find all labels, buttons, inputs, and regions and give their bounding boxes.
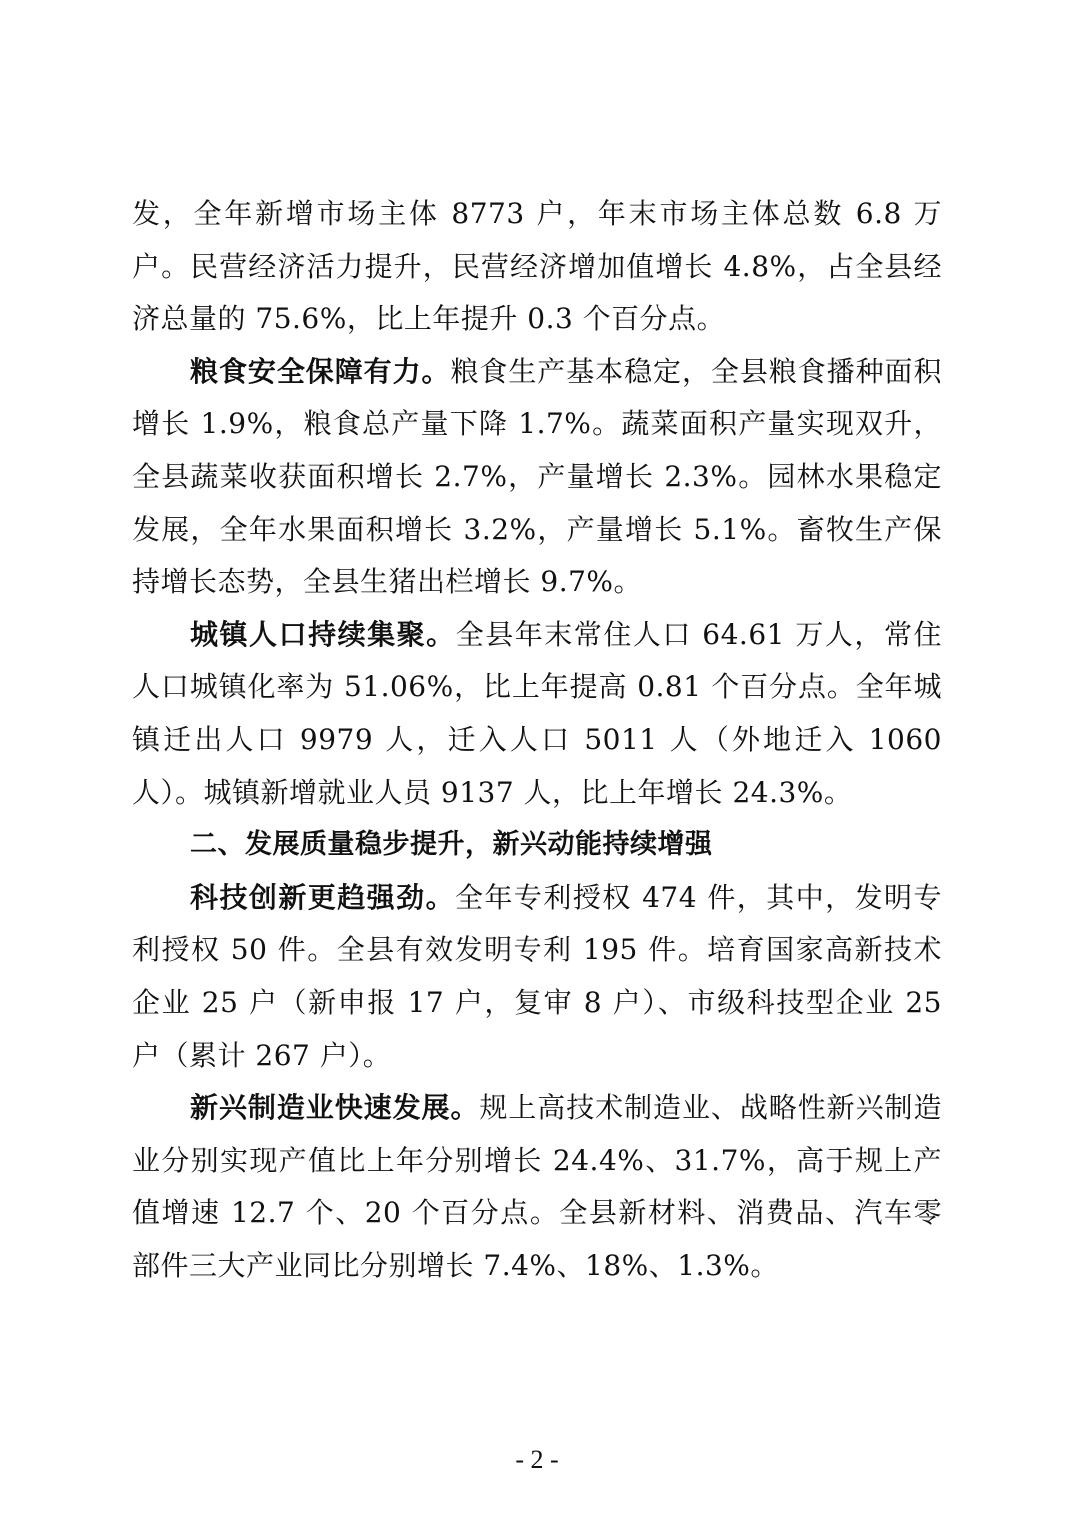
- paragraph-lead: 粮食安全保障有力。: [190, 354, 451, 388]
- paragraph-lead: 新兴制造业快速发展。: [190, 1091, 480, 1125]
- paragraph-lead: 科技创新更趋强劲。: [190, 880, 456, 914]
- paragraph-text: 规上高技术制造业、战略性新兴制造业分别实现产值比上年分别增长 24.4%、31.7%，高于规上产值增速 12.7 个、20 个百分点。全县新材料、消费品、汽车零部件三大产业同比分别增长 7.4%、18%、1.3%。: [132, 1091, 942, 1282]
- paragraph-lead: 城镇人口持续集聚。: [190, 617, 456, 651]
- paragraph-emerging-manufacturing: [132, 1082, 942, 1292]
- paragraph-text: 发，全年新增市场主体 8773 户，年末市场主体总数 6.8 万户。民营经济活力提升，民营经济增加值增长 4.8%，占全县经济总量的 75.6%，比上年提升 0.3 个百分点。: [132, 197, 942, 336]
- paragraph-market-entities: [132, 188, 942, 346]
- paragraph-text: 粮食生产基本稳定，全县粮食播种面积增长 1.9%，粮食总产量下降 1.7%。蔬菜面积产量实现双升，全县蔬菜收获面积增长 2.7%，产量增长 2.3%。园林水果稳定发展，全年水果面积增长 3.2%，产量增长 5.1%。畜牧生产保持增长态势，全县生猪出栏增长 9.7%。: [132, 354, 942, 599]
- paragraph-urban-population: [132, 609, 942, 819]
- paragraph-tech-innovation: [132, 872, 942, 1082]
- section-heading: 二、发展质量稳步提升，新兴动能持续增强: [190, 829, 713, 861]
- paragraph-text: 全县年末常住人口 64.61 万人，常住人口城镇化率为 51.06%，比上年提高 0.81 个百分点。全年城镇迁出人口 9979 人，迁入人口 5011 人（外地迁入 1060 人）。城镇新增就业人员 9137 人，比上年增长 24.3%。: [132, 617, 942, 809]
- document-body: [132, 188, 942, 1292]
- page-number: - 2 -: [515, 1445, 559, 1474]
- paragraph-grain-security: [132, 346, 942, 609]
- paragraph-text: 全年专利授权 474 件，其中，发明专利授权 50 件。全县有效发明专利 195 件。培育国家高新技术企业 25 户（新申报 17 户，复审 8 户）、市级科技型企业 25 户（累计 267 户）。: [132, 880, 942, 1072]
